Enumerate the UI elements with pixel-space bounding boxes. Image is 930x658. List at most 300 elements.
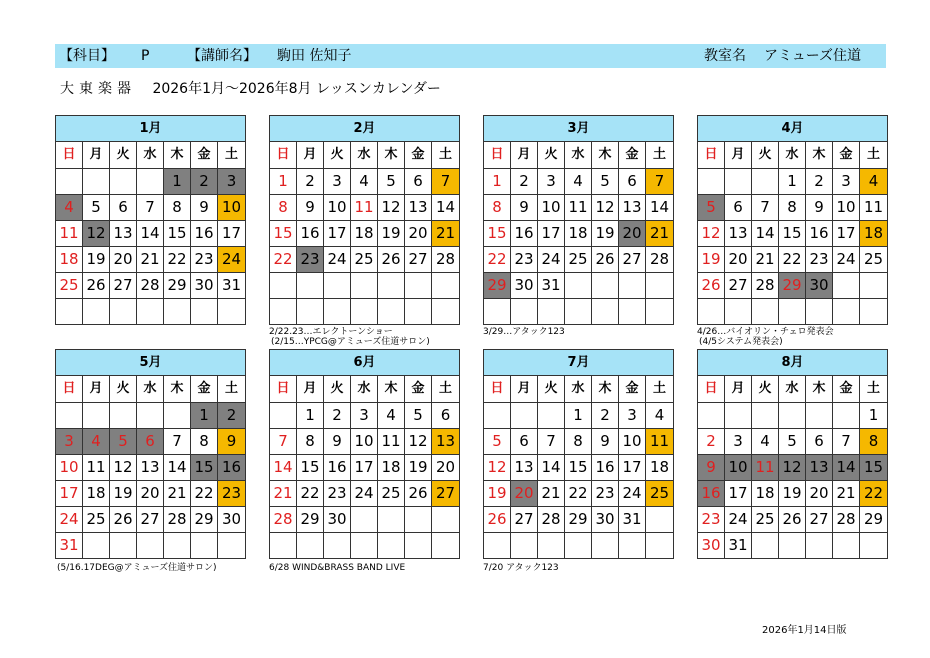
day-cell: 5 (110, 428, 137, 454)
day-cell: 6 (511, 428, 538, 454)
empty-cell (779, 402, 806, 428)
day-cell: 16 (191, 220, 218, 246)
month-title: 4月 (698, 116, 887, 142)
day-cell: 14 (833, 454, 860, 480)
day-cell: 8 (484, 194, 511, 220)
day-cell: 7 (752, 194, 779, 220)
edition-date: 2026年1月14日版 (762, 625, 847, 636)
day-cell: 30 (324, 506, 351, 532)
empty-cell (378, 506, 405, 532)
day-cell: 19 (698, 246, 725, 272)
empty-cell (110, 532, 137, 558)
day-cell: 11 (565, 194, 592, 220)
day-cell: 7 (646, 168, 673, 194)
weekday-header: 火 (538, 376, 565, 402)
weekday-header: 月 (297, 142, 324, 168)
empty-cell (698, 168, 725, 194)
day-cell: 11 (646, 428, 673, 454)
empty-cell (110, 402, 137, 428)
weekday-header: 日 (484, 142, 511, 168)
weekday-header: 木 (378, 376, 405, 402)
weekday-header: 火 (752, 142, 779, 168)
day-cell: 3 (725, 428, 752, 454)
empty-cell (56, 298, 83, 324)
day-cell: 28 (137, 272, 164, 298)
day-cell: 19 (405, 454, 432, 480)
day-cell: 24 (324, 246, 351, 272)
empty-cell (378, 532, 405, 558)
weekday-header: 土 (866, 147, 880, 162)
day-cell: 2 (324, 402, 351, 428)
day-cell: 16 (592, 454, 619, 480)
weekday-header: 日 (56, 376, 83, 402)
day-cell: 10 (538, 194, 565, 220)
day-cell: 25 (752, 506, 779, 532)
day-cell: 23 (191, 246, 218, 272)
day-cell: 4 (860, 168, 887, 194)
day-cell: 7 (432, 168, 459, 194)
day-cell: 22 (164, 246, 191, 272)
day-cell: 12 (698, 220, 725, 246)
month-calendar-feb (269, 115, 460, 325)
day-cell: 18 (83, 480, 110, 506)
day-cell: 1 (484, 168, 511, 194)
weekday-header: 水 (565, 376, 592, 402)
note-apr-1: 4/26…バイオリン・チェロ発表会 (697, 327, 834, 337)
weekday-header: 水 (351, 142, 378, 168)
day-cell: 14 (538, 454, 565, 480)
day-cell: 2 (806, 168, 833, 194)
weekday-header: 月 (83, 142, 110, 168)
day-cell: 20 (432, 454, 459, 480)
day-cell: 2 (191, 168, 218, 194)
month-calendar-jul (483, 349, 674, 559)
day-cell: 8 (565, 428, 592, 454)
day-cell: 17 (725, 480, 752, 506)
day-cell: 31 (619, 506, 646, 532)
day-cell: 1 (270, 168, 297, 194)
subject-value: P (141, 48, 150, 64)
weekday-header: 金 (191, 376, 218, 402)
empty-cell (351, 272, 378, 298)
day-cell: 2 (218, 402, 245, 428)
day-cell: 10 (324, 194, 351, 220)
day-cell: 1 (565, 402, 592, 428)
day-cell: 28 (646, 246, 673, 272)
day-cell: 15 (270, 220, 297, 246)
day-cell: 11 (860, 194, 887, 220)
day-cell: 3 (619, 402, 646, 428)
empty-cell (218, 298, 245, 324)
empty-cell (806, 532, 833, 558)
day-cell: 10 (833, 194, 860, 220)
day-cell: 26 (110, 506, 137, 532)
day-cell: 4 (378, 402, 405, 428)
empty-cell (752, 532, 779, 558)
note-feb-1: 2/22.23…エレクトーンショー (269, 327, 393, 337)
day-cell: 17 (538, 220, 565, 246)
empty-cell (565, 532, 592, 558)
day-cell: 16 (698, 480, 725, 506)
day-cell: 22 (484, 246, 511, 272)
day-cell: 13 (137, 454, 164, 480)
day-cell: 15 (191, 454, 218, 480)
empty-cell (538, 298, 565, 324)
weekday-header: 火 (538, 142, 565, 168)
day-cell: 26 (405, 480, 432, 506)
day-cell: 10 (56, 454, 83, 480)
day-cell: 10 (351, 428, 378, 454)
empty-cell (619, 532, 646, 558)
day-cell: 9 (806, 194, 833, 220)
day-cell: 18 (646, 454, 673, 480)
empty-cell (646, 272, 673, 298)
day-cell: 20 (137, 480, 164, 506)
day-cell: 25 (83, 506, 110, 532)
day-cell: 16 (324, 454, 351, 480)
day-cell: 21 (833, 480, 860, 506)
calendar-title: 2026年1月～2026年8月 レッスンカレンダー (152, 81, 441, 97)
day-cell: 24 (833, 246, 860, 272)
month-calendar-aug (697, 349, 888, 559)
empty-cell (270, 532, 297, 558)
day-cell: 3 (324, 168, 351, 194)
day-cell: 16 (218, 454, 245, 480)
day-cell: 19 (484, 480, 511, 506)
empty-cell (218, 532, 245, 558)
day-cell: 4 (56, 194, 83, 220)
empty-cell (833, 272, 860, 298)
day-cell: 24 (725, 506, 752, 532)
day-cell: 31 (218, 272, 245, 298)
month-calendar-mar (483, 115, 674, 325)
month-title: 7月 (484, 350, 673, 376)
weekday-header: 日 (698, 376, 725, 402)
empty-cell (592, 298, 619, 324)
day-cell: 14 (432, 194, 459, 220)
empty-cell (405, 506, 432, 532)
day-cell: 26 (592, 246, 619, 272)
day-cell: 20 (405, 220, 432, 246)
weekday-header: 月 (511, 142, 538, 168)
empty-cell (646, 506, 673, 532)
day-cell: 13 (405, 194, 432, 220)
empty-cell (646, 532, 673, 558)
day-cell: 30 (806, 272, 833, 298)
day-cell: 13 (725, 220, 752, 246)
weekday-header: 日 (270, 376, 297, 402)
weekday-header: 月 (297, 376, 324, 402)
empty-cell (432, 298, 459, 324)
weekday-header: 日 (698, 142, 725, 168)
weekday-header: 土 (866, 381, 880, 396)
weekday-header: 木 (164, 142, 191, 168)
day-cell: 23 (511, 246, 538, 272)
day-cell: 15 (860, 454, 887, 480)
empty-cell (860, 272, 887, 298)
day-cell: 4 (752, 428, 779, 454)
day-cell: 14 (270, 454, 297, 480)
day-cell: 31 (56, 532, 83, 558)
day-cell: 20 (806, 480, 833, 506)
day-cell: 17 (218, 220, 245, 246)
day-cell: 14 (752, 220, 779, 246)
note-jun-1: 6/28 WIND&BRASS BAND LIVE (269, 563, 406, 573)
day-cell: 15 (779, 220, 806, 246)
day-cell: 5 (484, 428, 511, 454)
subject-label: 【科目】 (59, 48, 115, 64)
empty-cell (698, 402, 725, 428)
empty-cell (378, 298, 405, 324)
day-cell: 7 (164, 428, 191, 454)
empty-cell (752, 298, 779, 324)
day-cell: 14 (646, 194, 673, 220)
day-cell: 11 (83, 454, 110, 480)
month-title: 3月 (484, 116, 673, 142)
empty-cell (110, 168, 137, 194)
day-cell: 25 (378, 480, 405, 506)
day-cell: 25 (351, 246, 378, 272)
empty-cell (137, 168, 164, 194)
weekday-header: 火 (110, 142, 137, 168)
day-cell: 25 (860, 246, 887, 272)
day-cell: 4 (351, 168, 378, 194)
day-cell: 31 (725, 532, 752, 558)
day-cell: 22 (191, 480, 218, 506)
empty-cell (83, 168, 110, 194)
day-cell: 7 (270, 428, 297, 454)
day-cell: 25 (565, 246, 592, 272)
note-feb-2: (2/15…YPCG@アミューズ住道サロン) (271, 337, 430, 347)
empty-cell (351, 532, 378, 558)
day-cell: 2 (698, 428, 725, 454)
day-cell: 22 (860, 480, 887, 506)
weekday-header: 金 (833, 376, 860, 402)
teacher-name: 駒田 佐知子 (277, 48, 352, 64)
empty-cell (164, 298, 191, 324)
empty-cell (779, 532, 806, 558)
weekday-header: 木 (806, 376, 833, 402)
day-cell: 12 (378, 194, 405, 220)
weekday-header: 木 (164, 376, 191, 402)
empty-cell (511, 402, 538, 428)
day-cell: 1 (779, 168, 806, 194)
empty-cell (297, 532, 324, 558)
empty-cell (137, 402, 164, 428)
day-cell: 15 (164, 220, 191, 246)
day-cell: 10 (725, 454, 752, 480)
day-cell: 9 (324, 428, 351, 454)
day-cell: 7 (538, 428, 565, 454)
day-cell: 20 (110, 246, 137, 272)
empty-cell (619, 298, 646, 324)
weekday-header: 日 (56, 142, 83, 168)
weekday-header: 水 (351, 376, 378, 402)
weekday-header: 水 (565, 142, 592, 168)
empty-cell (511, 532, 538, 558)
weekday-header: 金 (405, 376, 432, 402)
day-cell: 30 (218, 506, 245, 532)
day-cell: 3 (833, 168, 860, 194)
day-cell: 9 (191, 194, 218, 220)
empty-cell (698, 298, 725, 324)
weekday-header: 木 (592, 142, 619, 168)
empty-cell (110, 298, 137, 324)
empty-cell (297, 298, 324, 324)
weekday-header: 土 (224, 147, 238, 162)
empty-cell (806, 402, 833, 428)
day-cell: 26 (83, 272, 110, 298)
day-cell: 29 (565, 506, 592, 532)
empty-cell (565, 298, 592, 324)
empty-cell (83, 402, 110, 428)
day-cell: 13 (511, 454, 538, 480)
day-cell: 22 (270, 246, 297, 272)
day-cell: 1 (164, 168, 191, 194)
day-cell: 11 (56, 220, 83, 246)
day-cell: 12 (592, 194, 619, 220)
day-cell: 22 (565, 480, 592, 506)
day-cell: 18 (565, 220, 592, 246)
day-cell: 3 (218, 168, 245, 194)
day-cell: 2 (592, 402, 619, 428)
empty-cell (860, 298, 887, 324)
day-cell: 31 (538, 272, 565, 298)
empty-cell (779, 298, 806, 324)
day-cell: 27 (511, 506, 538, 532)
day-cell: 29 (297, 506, 324, 532)
note-may-1: (5/16.17DEG@アミューズ住道サロン) (57, 563, 217, 573)
day-cell: 19 (378, 220, 405, 246)
weekday-header: 日 (484, 376, 511, 402)
empty-cell (405, 298, 432, 324)
day-cell: 16 (806, 220, 833, 246)
day-cell: 8 (191, 428, 218, 454)
day-cell: 23 (324, 480, 351, 506)
day-cell: 27 (432, 480, 459, 506)
empty-cell (725, 168, 752, 194)
day-cell: 12 (83, 220, 110, 246)
day-cell: 28 (270, 506, 297, 532)
weekday-header: 火 (324, 376, 351, 402)
weekday-header: 火 (324, 142, 351, 168)
day-cell: 7 (833, 428, 860, 454)
day-cell: 8 (297, 428, 324, 454)
empty-cell (538, 402, 565, 428)
day-cell: 8 (779, 194, 806, 220)
empty-cell (137, 532, 164, 558)
day-cell: 25 (646, 480, 673, 506)
weekday-header: 水 (779, 376, 806, 402)
day-cell: 8 (164, 194, 191, 220)
empty-cell (833, 298, 860, 324)
empty-cell (83, 532, 110, 558)
empty-cell (351, 506, 378, 532)
empty-cell (405, 272, 432, 298)
day-cell: 12 (405, 428, 432, 454)
day-cell: 28 (164, 506, 191, 532)
day-cell: 6 (806, 428, 833, 454)
day-cell: 9 (297, 194, 324, 220)
month-calendar-jan (55, 115, 246, 325)
empty-cell (511, 298, 538, 324)
day-cell: 9 (511, 194, 538, 220)
day-cell: 9 (592, 428, 619, 454)
day-cell: 15 (297, 454, 324, 480)
day-cell: 29 (779, 272, 806, 298)
empty-cell (538, 532, 565, 558)
empty-cell (191, 532, 218, 558)
month-title: 8月 (698, 350, 887, 376)
day-cell: 10 (619, 428, 646, 454)
day-cell: 5 (405, 402, 432, 428)
day-cell: 21 (646, 220, 673, 246)
day-cell: 5 (779, 428, 806, 454)
day-cell: 26 (698, 272, 725, 298)
weekday-header: 金 (405, 142, 432, 168)
day-cell: 27 (405, 246, 432, 272)
note-jul-1: 7/20 アタック123 (483, 563, 559, 573)
weekday-header: 月 (725, 376, 752, 402)
weekday-header: 月 (725, 142, 752, 168)
day-cell: 23 (698, 506, 725, 532)
day-cell: 4 (646, 402, 673, 428)
weekday-header: 火 (110, 376, 137, 402)
day-cell: 13 (110, 220, 137, 246)
month-title: 1月 (56, 116, 245, 142)
empty-cell (752, 402, 779, 428)
day-cell: 18 (752, 480, 779, 506)
empty-cell (860, 532, 887, 558)
empty-cell (270, 402, 297, 428)
day-cell: 24 (218, 246, 245, 272)
day-cell: 15 (484, 220, 511, 246)
day-cell: 17 (56, 480, 83, 506)
day-cell: 26 (779, 506, 806, 532)
day-cell: 29 (484, 272, 511, 298)
day-cell: 24 (351, 480, 378, 506)
empty-cell (484, 402, 511, 428)
day-cell: 21 (270, 480, 297, 506)
day-cell: 5 (83, 194, 110, 220)
empty-cell (324, 298, 351, 324)
empty-cell (484, 298, 511, 324)
day-cell: 25 (56, 272, 83, 298)
day-cell: 20 (511, 480, 538, 506)
subtitle (60, 78, 441, 98)
empty-cell (619, 272, 646, 298)
day-cell: 14 (164, 454, 191, 480)
day-cell: 12 (484, 454, 511, 480)
day-cell: 19 (83, 246, 110, 272)
month-calendar-apr (697, 115, 888, 325)
month-calendar-jun (269, 349, 460, 559)
day-cell: 23 (806, 246, 833, 272)
day-cell: 8 (860, 428, 887, 454)
day-cell: 23 (218, 480, 245, 506)
day-cell: 5 (378, 168, 405, 194)
empty-cell (56, 402, 83, 428)
empty-cell (270, 298, 297, 324)
day-cell: 15 (565, 454, 592, 480)
header-bar (55, 44, 886, 68)
weekday-header: 水 (137, 142, 164, 168)
day-cell: 6 (110, 194, 137, 220)
day-cell: 6 (137, 428, 164, 454)
day-cell: 29 (191, 506, 218, 532)
empty-cell (270, 272, 297, 298)
day-cell: 12 (110, 454, 137, 480)
